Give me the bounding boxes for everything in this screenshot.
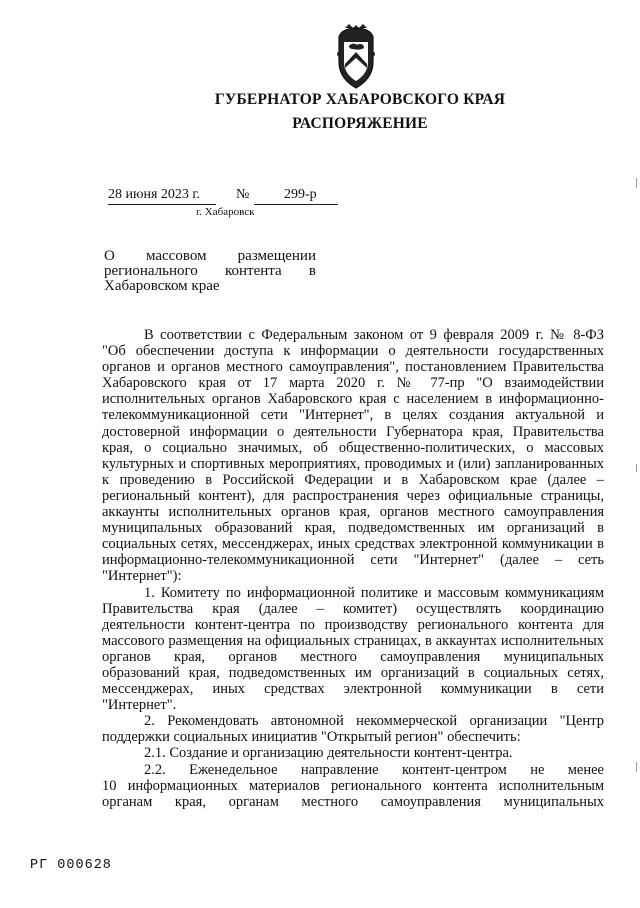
body-line: 2.1. Создание и организацию деятельности контент-центра.: [144, 745, 513, 762]
coat-of-arms-emblem: [331, 24, 381, 90]
body-line: информационно-телекоммуникационной сети "Интернет" (далее – сеть: [102, 552, 604, 569]
issuer-title: ГУБЕРНАТОР ХАБАРОВСКОГО КРАЯ: [214, 91, 506, 108]
body-line: Хабаровского края от 17 марта 2020 г. № 77-пр "О взаимодействии: [102, 375, 604, 392]
body-line: органам края, органам местного самоуправления муниципальных: [102, 793, 604, 810]
body-line: муниципальных образований края, подведомственных им организаций в: [102, 520, 604, 537]
subject-line: О массовом размещении: [104, 248, 316, 264]
body-line: 1. Комитету по информационной политике и массовым коммуникациям: [144, 584, 604, 601]
body-line: исполнительных органов Хабаровского края с населением в информационно-: [102, 391, 604, 408]
scan-edge-mark: [636, 464, 637, 472]
body-line: достоверной информации о деятельности Губернатора края, Правительства: [102, 423, 604, 440]
document-type: РАСПОРЯЖЕНИЕ: [292, 115, 428, 132]
scan-edge-mark: [636, 762, 637, 772]
body-line: "Об обеспечении доступа к информации о деятельности государственных: [102, 343, 604, 360]
document-city: г. Хабаровск: [196, 206, 255, 218]
body-line: "Интернет"):: [102, 568, 182, 585]
body-line: органов края, органов местного самоуправления муниципальных: [102, 648, 604, 665]
body-line: органов и органов местного самоуправления", постановлением Правительства: [102, 359, 604, 376]
body-line: культурных и спортивных мероприятиях, проводимых и (или) запланированных: [102, 455, 604, 472]
body-line: поддержки социальных инициатив "Открытый регион" обеспечить:: [102, 729, 521, 746]
document-subject: [104, 249, 316, 294]
document-date: 28 июня 2023 г.: [108, 187, 201, 202]
body-line: телекоммуникационной сети "Интернет", в целях создания актуальной и: [102, 407, 604, 424]
subject-line: Хабаровском крае: [104, 278, 220, 294]
body-line: 10 информационных материалов регионального контента исполнительным: [102, 777, 604, 794]
document-number: 299-р: [284, 187, 317, 202]
body-line: аккаунты исполнительных органов края, органов местного самоуправления: [102, 504, 604, 521]
body-line: деятельности контент-центра по производству регионального контента для: [102, 616, 604, 633]
body-line: к проведению в Российской Федерации и в Хабаровском крае (далее –: [102, 471, 604, 488]
body-line: 2. Рекомендовать автономной некоммерческой организации "Центр: [144, 713, 604, 730]
body-line: региональный контент), для распространения через официальные страницы,: [102, 487, 604, 504]
subject-line: регионального контента в: [104, 263, 316, 279]
number-sign: №: [236, 187, 250, 202]
body-line: Правительства края (далее – комитет) осуществлять координацию: [102, 600, 604, 617]
form-serial-code: РГ 000628: [30, 858, 112, 873]
body-line: В соответствии с Федеральным законом от 9 февраля 2009 г. № 8-ФЗ: [144, 327, 604, 343]
body-line: образований края, подведомственных им организаций в социальных сетях,: [102, 664, 604, 681]
body-line: "Интернет".: [102, 697, 177, 714]
date-underline: [108, 204, 216, 205]
number-underline: [254, 204, 338, 205]
body-line: социальных сетях, мессенджерах, иных средствах электронной коммуникации в: [102, 536, 604, 553]
body-line: мессенджерах, иных средствах электронной коммуникации в сети: [102, 681, 604, 698]
document-body: [102, 327, 604, 810]
body-line: массового размещения на официальных страницах, в аккаунтах исполнительных: [102, 632, 604, 649]
body-line: 2.2. Еженедельное направление контент-центром не менее: [144, 761, 604, 778]
scan-edge-mark: [636, 178, 637, 188]
body-line: края, о социально значимых, об общественно-политических, о массовых: [102, 439, 604, 456]
